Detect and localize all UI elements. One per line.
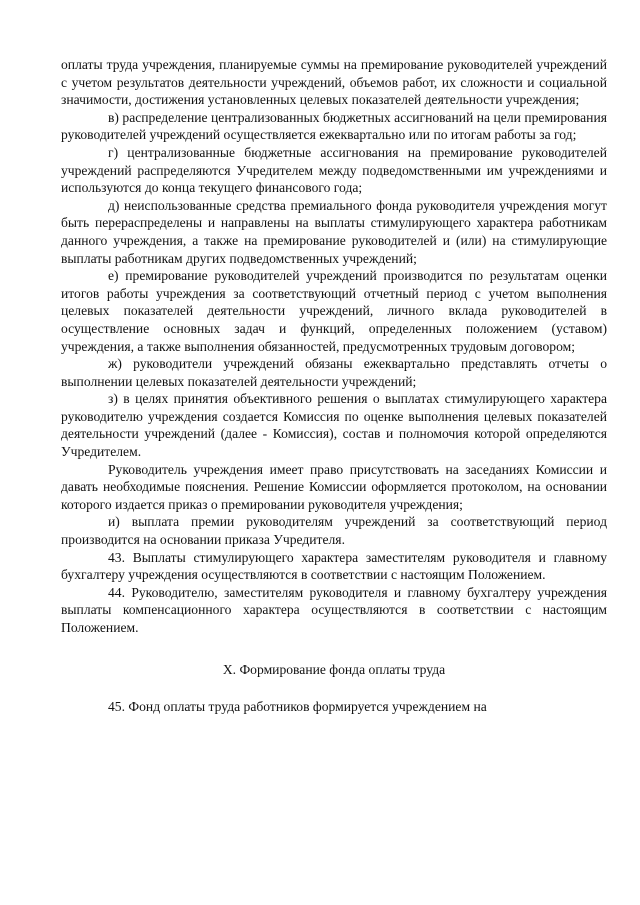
paragraph-clause-43: 43. Выплаты стимулирующего характера заместителям руководителя и главному бухгалтеру учреждения осуществляются в соответствии с настоящим Положением.: [61, 549, 607, 583]
paragraph-item-d: д) неиспользованные средства премиального фонда руководителя учреждения могут быть перераспределены и направлены на выплаты стимулирующего характера работникам данного учреждения, а также на премирование руководителей и (или) на стимулирующие выплаты работникам других подведомственных учреждений;: [61, 197, 607, 266]
paragraph-commission-rights: Руководитель учреждения имеет право присутствовать на заседаниях Комиссии и давать необходимые пояснения. Решение Комиссии оформляется протоколом, на основании которого издается приказ о премировании руководителя учреждения;: [61, 461, 607, 512]
paragraph-clause-44: 44. Руководителю, заместителям руководителя и главному бухгалтеру учреждения выплаты компенсационного характера осуществляются в соответствии с настоящим Положением.: [61, 584, 607, 635]
paragraph-item-i: и) выплата премии руководителям учреждений за соответствующий период производится на основании приказа Учредителя.: [61, 514, 607, 548]
paragraph-item-zh: ж) руководители учреждений обязаны ежеквартально представлять отчеты о выполнении целевых показателей деятельности учреждений;: [61, 356, 607, 389]
paragraph-item-v: в) распределение централизованных бюджетных ассигнований на цели премирования руководителей учреждений осуществляется ежеквартально или по итогам работы за год;: [61, 109, 607, 143]
paragraph-clause-45: 45. Фонд оплаты труда работников формируется учреждением на: [108, 699, 487, 715]
paragraph-item-z: з) в целях принятия объективного решения о выплатах стимулирующего характера руководителю учреждения создается Комиссия по оценке выполнения целевых показателей деятельности учреждений (далее - Комиссия), состав и полномочия которой определяются Учредителем.: [61, 391, 607, 460]
paragraph-continuation: оплаты труда учреждения, планируемые суммы на премирование руководителей учреждений с учетом результатов деятельности учреждений, объемов работ, их сложности и социальной значимости, достижения установленных целевых показателей деятельности учреждения;: [61, 57, 607, 108]
section-heading: X. Формирование фонда оплаты труда: [222, 661, 446, 677]
paragraph-item-g: г) централизованные бюджетные ассигнования на премирование руководителей учреждений распределяются Учредителем между подведомственными им учреждениями и используются до конца текущего финансового года;: [61, 144, 607, 196]
paragraph-item-e: е) премирование руководителей учреждений производится по результатам оценки итогов работы учреждения за соответствующий отчетный период с учетом выполнения целевых показателей деятельности учреждений, личного вклада руководителей в осуществление основных задач и функций, определенных положением (уставом) учреждения, а также выполнения обязанностей, предусмотренных трудовым договором;: [61, 268, 607, 354]
